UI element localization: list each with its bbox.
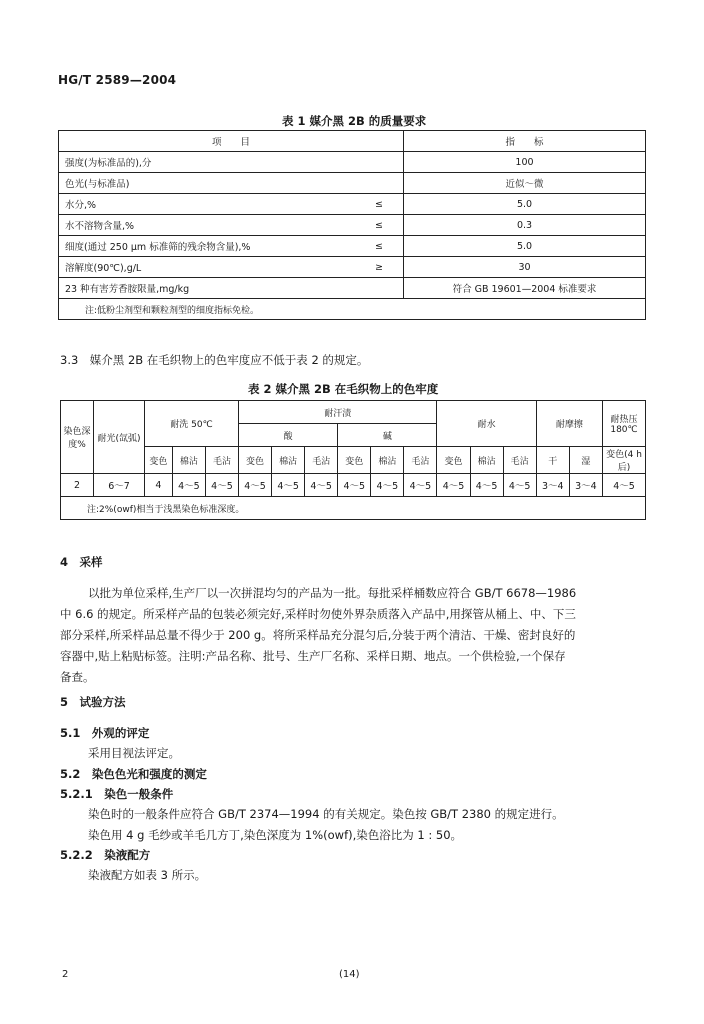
page-number: 2 [62, 969, 69, 980]
sub-wool: 毛沾 [404, 447, 437, 474]
section-5-2-2-title: 5.2.2 染液配方 [60, 848, 151, 862]
cell: 3～4 [536, 474, 569, 497]
section-4-line: 中 6.6 的规定。所采样产品的包装必须完好,采样时勿使外界杂质落入产品中,用探管从桶上、中、下三 [60, 607, 576, 621]
row-val: 符合 GB 19601—2004 标准要求 [404, 278, 646, 299]
table-row [59, 152, 646, 173]
cell: 3～4 [569, 474, 602, 497]
cell: 4～5 [239, 474, 272, 497]
row-op: ≥ [355, 257, 404, 278]
section-5-2-title: 5.2 染色色光和强度的测定 [60, 767, 207, 781]
table-row [61, 474, 646, 497]
table-row [59, 278, 646, 299]
sub-wool: 毛沾 [205, 447, 238, 474]
sub-change: 变色 [338, 447, 371, 474]
h-acid: 酸 [239, 424, 338, 447]
table-row [59, 215, 646, 236]
table1-col-index: 指 标 [404, 131, 646, 152]
section-5-1-text: 采用目视法评定。 [88, 746, 180, 760]
section-5-2-1-line: 染色时的一般条件应符合 GB/T 2374—1994 的有关规定。染色按 GB/T 2380 的规定进行。 [88, 807, 564, 821]
sub-change: 变色 [437, 447, 470, 474]
section-5-2-2-text: 染液配方如表 3 所示。 [88, 868, 207, 882]
h-depth: 染色深度% [61, 401, 94, 474]
row-op [355, 278, 404, 299]
cell: 4～5 [371, 474, 404, 497]
clause-3-3: 3.3 媒介黑 2B 在毛织物上的色牢度应不低于表 2 的规定。 [60, 353, 369, 367]
cell: 4～5 [404, 474, 437, 497]
h-rub: 耐摩擦 [536, 401, 602, 447]
sub-cotton: 棉沾 [172, 447, 205, 474]
sub-change: 变色 [145, 447, 173, 474]
h-heat: 耐热压 180℃ [603, 401, 646, 447]
section-5-title: 5 试验方法 [60, 695, 126, 709]
cell: 6～7 [94, 474, 145, 497]
row-item: 水分,% [59, 194, 356, 215]
row-val: 5.0 [404, 194, 646, 215]
table2-caption: 表 2 媒介黑 2B 在毛织物上的色牢度 [248, 382, 439, 396]
cell: 4～5 [338, 474, 371, 497]
cell: 4～5 [437, 474, 470, 497]
section-4-title: 4 采样 [60, 555, 103, 569]
section-5-2-1-line: 染色用 4 g 毛纱或羊毛几方丁,染色深度为 1%(owf),染色浴比为 1 : 50。 [88, 828, 463, 842]
sub-wet: 湿 [569, 447, 602, 474]
cell: 4～5 [172, 474, 205, 497]
row-val: 5.0 [404, 236, 646, 257]
row-val: 近似～微 [404, 173, 646, 194]
sub-cotton: 棉沾 [470, 447, 503, 474]
sub-change: 变色 [239, 447, 272, 474]
row-op: ≤ [355, 194, 404, 215]
cell: 4～5 [272, 474, 305, 497]
row-item: 细度(通过 250 μm 标准筛的残余物含量),% [59, 236, 356, 257]
section-4-line: 部分采样,所采样品总量不得少于 200 g。将所采样品充分混匀后,分装于两个清洁、干燥、密封良好的 [60, 628, 576, 642]
sub-wool: 毛沾 [503, 447, 536, 474]
cell: 4～5 [603, 474, 646, 497]
h-sweat: 耐汗渍 [239, 401, 437, 424]
sub-wool: 毛沾 [305, 447, 338, 474]
row-val: 0.3 [404, 215, 646, 236]
table-row [59, 236, 646, 257]
table-row [59, 194, 646, 215]
section-4-line: 容器中,贴上粘贴标签。注明:产品名称、批号、生产厂名称、采样日期、地点。一个供检验,一个保存 [60, 649, 566, 663]
page-center-number: (14) [339, 969, 360, 980]
table-row [59, 173, 646, 194]
cell: 2 [61, 474, 94, 497]
cell: 4 [145, 474, 173, 497]
h-wash: 耐洗 50℃ [145, 401, 239, 447]
sub-cotton: 棉沾 [272, 447, 305, 474]
sub-heat: 变色(4 h后) [603, 447, 646, 474]
h-light: 耐光(氙弧) [94, 401, 145, 474]
row-op [355, 173, 404, 194]
standard-code: HG/T 2589—2004 [58, 73, 177, 87]
row-item: 23 种有害芳香胺限量,mg/kg [59, 278, 356, 299]
section-5-1-title: 5.1 外观的评定 [60, 726, 150, 740]
table1-col-item: 项 目 [59, 131, 404, 152]
cell: 4～5 [305, 474, 338, 497]
cell: 4～5 [503, 474, 536, 497]
row-op [355, 152, 404, 173]
quality-table [58, 130, 646, 320]
section-4-line: 以批为单位采样,生产厂以一次拼混均匀的产品为一批。每批采样桶数应符合 GB/T 6678—1986 [88, 586, 577, 600]
cell: 4～5 [205, 474, 238, 497]
table2-note: 注:2%(owf)相当于浅黑染色标准深度。 [61, 497, 646, 520]
table1-note: 注:低粉尘剂型和颗粒剂型的细度指标免检。 [59, 299, 646, 320]
row-op: ≤ [355, 236, 404, 257]
sub-cotton: 棉沾 [371, 447, 404, 474]
row-item: 水不溶物含量,% [59, 215, 356, 236]
h-alkali: 碱 [338, 424, 437, 447]
row-item: 溶解度(90℃),g/L [59, 257, 356, 278]
fastness-table [60, 400, 646, 520]
cell: 4～5 [470, 474, 503, 497]
row-item: 强度(为标准品的),分 [59, 152, 356, 173]
row-op: ≤ [355, 215, 404, 236]
section-4-line: 备查。 [60, 670, 95, 684]
table-row [59, 257, 646, 278]
row-item: 色光(与标准品) [59, 173, 356, 194]
table1-caption: 表 1 媒介黑 2B 的质量要求 [282, 114, 427, 128]
row-val: 30 [404, 257, 646, 278]
h-water: 耐水 [437, 401, 536, 447]
row-val: 100 [404, 152, 646, 173]
sub-dry: 干 [536, 447, 569, 474]
section-5-2-1-title: 5.2.1 染色一般条件 [60, 787, 174, 801]
